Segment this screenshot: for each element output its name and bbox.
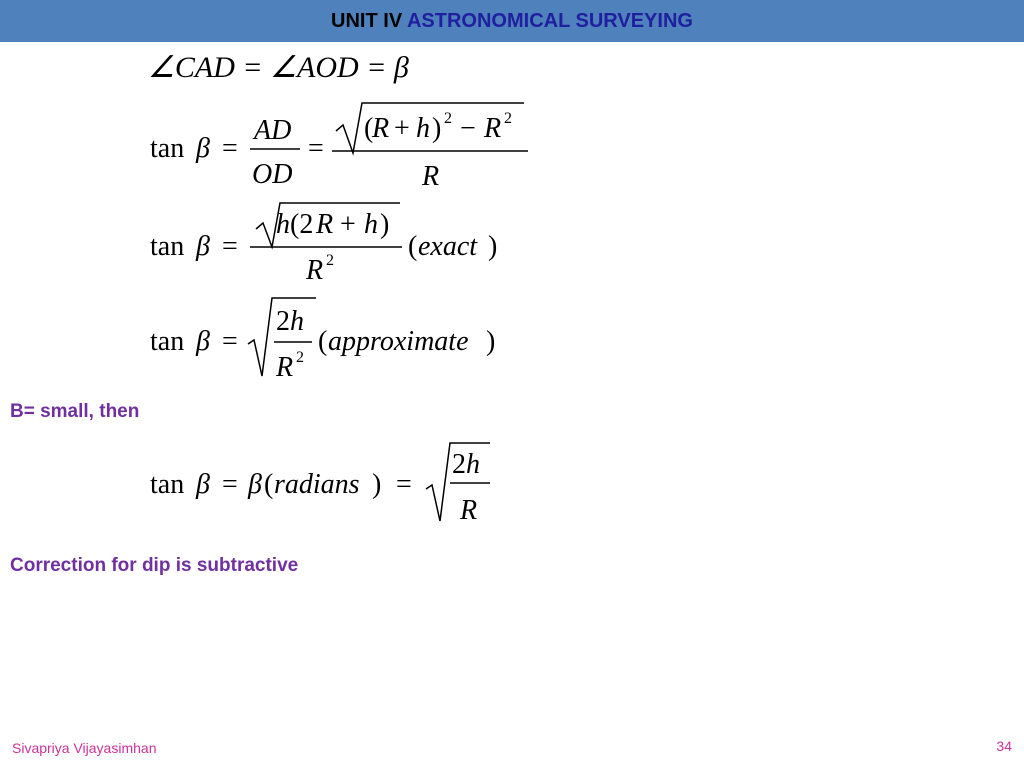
svg-text:=: =: [222, 469, 238, 500]
svg-text:(: (: [318, 326, 328, 357]
equation-tan-beta-approximate: [140, 290, 540, 390]
svg-text:h: h: [364, 209, 378, 240]
svg-text:radians: radians: [274, 469, 360, 500]
svg-text:h: h: [466, 449, 480, 480]
svg-text:h: h: [416, 113, 430, 144]
svg-text:=: =: [396, 469, 412, 500]
svg-text:tan: tan: [150, 469, 185, 500]
svg-text:β: β: [196, 133, 210, 164]
equation-tan-beta-geometric: [140, 95, 540, 195]
svg-text:tan: tan: [150, 326, 185, 357]
slide-title: [0, 0, 1024, 42]
title-subject: ASTRONOMICAL SURVEYING: [402, 10, 693, 32]
svg-text:+: +: [340, 209, 356, 240]
svg-text:(: (: [264, 469, 274, 500]
note-correction: Correction for dip is subtractive: [10, 555, 299, 576]
svg-text:R: R: [460, 495, 478, 526]
svg-text:β: β: [196, 231, 210, 262]
svg-text:−: −: [460, 113, 476, 144]
svg-text:exact: exact: [418, 231, 478, 262]
svg-text:(: (: [408, 231, 418, 262]
footer-author: Sivapriya Vijayasimhan: [12, 740, 157, 756]
svg-text:tan: tan: [150, 231, 185, 262]
svg-text:OD: OD: [252, 159, 293, 190]
equation-tan-beta-exact: [140, 195, 540, 295]
svg-text:h: h: [276, 209, 290, 240]
svg-text:=: =: [308, 133, 324, 164]
svg-text:β: β: [196, 469, 210, 500]
equation-tan-beta-radians: [140, 435, 540, 535]
svg-text:2: 2: [504, 110, 512, 127]
svg-text:(: (: [364, 113, 374, 144]
svg-text:2: 2: [296, 349, 304, 366]
svg-text:2: 2: [452, 449, 466, 480]
title-unit: UNIT IV: [331, 10, 403, 32]
equation-angle-cad-aod: [140, 45, 440, 95]
header-bar: [0, 0, 1024, 42]
svg-text:β: β: [196, 326, 210, 357]
svg-text:R: R: [306, 255, 324, 286]
svg-text:+: +: [394, 113, 410, 144]
svg-text:R: R: [372, 113, 390, 144]
svg-text:R: R: [276, 352, 294, 383]
svg-text:=: =: [222, 231, 238, 262]
note-small-beta: B= small, then: [10, 401, 140, 422]
svg-text:(2: (2: [290, 209, 314, 240]
svg-text:): ): [372, 469, 382, 500]
svg-text:R: R: [484, 113, 502, 144]
svg-text:): ): [432, 113, 442, 144]
svg-text:): ): [488, 231, 498, 262]
svg-text:=: =: [222, 326, 238, 357]
svg-text:): ): [486, 326, 496, 357]
svg-text:β: β: [248, 469, 262, 500]
equation-text: ∠CAD = ∠AOD = β: [148, 51, 409, 84]
svg-text:h: h: [290, 306, 304, 337]
svg-text:tan: tan: [150, 133, 185, 164]
svg-text:approximate: approximate: [328, 326, 469, 357]
svg-text:): ): [380, 209, 390, 240]
svg-text:R: R: [316, 209, 334, 240]
svg-text:=: =: [222, 133, 238, 164]
svg-text:2: 2: [276, 306, 290, 337]
svg-text:2: 2: [444, 110, 452, 127]
page-number: 34: [996, 738, 1012, 754]
svg-text:AD: AD: [254, 115, 292, 146]
svg-text:2: 2: [326, 252, 334, 269]
svg-text:R: R: [422, 161, 440, 192]
